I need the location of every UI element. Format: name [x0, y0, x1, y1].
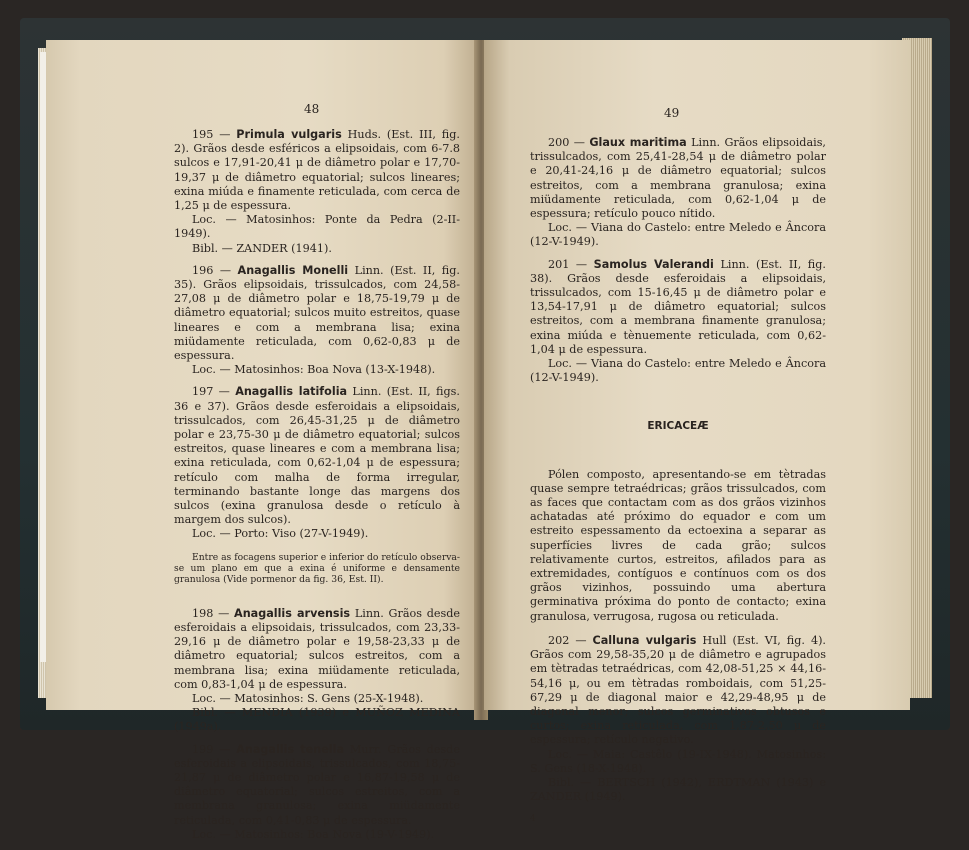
species-name: Anagallis Monelli — [237, 263, 349, 277]
entry-198: 198 — Anagallis arvensis Linn. Grãos desde esferoidais a elipsoidais, trissulcados, com 23,33-29,16 μ de diâmetro polar e 19,58-23,33 μ de diâmetro equatorial; sulcos estreitos, com a membrana lisa; exina miüdamente reticulada, com 0,83-1,04 μ de espessura. Loc. — Matosinhos: S. Gens (25-X-1948). Bibl. — MENDIA (1939) e MUÑOZ MEDINA (1949a). — [174, 606, 461, 734]
entry-number: 198 — [192, 606, 214, 620]
entry-number: 196 — [192, 263, 214, 277]
entry-locality: Loc. — Maia: Castêlo (19-IX-1948). Matosinhos: S. Gens (18-X-1948). — [530, 747, 826, 775]
left-page — [46, 40, 478, 841]
entry-199: 199 — Anagallis tenella Murr. Grãos desde esferoidais a elipsoidais, trissulcados, com 18,75-21,87 μ de diâmetro polar e 16,87-19,58 μ de diâmetro equatorial; sulcos estreitos, com a membrana granulosa; exina miüdamente reticulada, com 0,41-0,83 μ de espessura. Loc. — Matosinhos: Boa Nova (19-V-1949). — [174, 742, 460, 841]
species-name: Primula vulgaris — [236, 128, 342, 141]
entry-195: 195 — Primula vulgaris Huds. (Est. III, fig. 2). Grãos desde esféricos a elipsoidais, com 6-7.8 sulcos e 17,91-20,41 μ de diâmetro polar e 17,70-19,37 μ de diâmetro equatorial; sulcos lineares; exina miúda e finamente reticulada, com cerca de 1,25 μ de espessura. Loc. — Matosinhos: Ponte da Pedra (2-II-1949). Bibl. — ZANDER (1941). — [174, 128, 460, 255]
right-page-text — [530, 136, 826, 827]
entry-number: 199 — [192, 742, 214, 756]
entry-197: 197 — Anagallis latifolia Linn. (Est. II, figs. 36 e 37). Grãos desde esferoidais a elipsoidais, trissulcados, com 26,45-31,25 μ de diâmetro polar e 23,75-30 μ de diâmetro equatorial; sulcos estreitos, quase lineares e com a membrana lisa; exina reticulada, com 0,62-1,04 μ de espessura; retículo com malha de forma irregular, terminando bastante longe das margens dos sulcos (exina granulosa desde o retículo à margem dos sulcos). Loc. — Porto: Viso (27-V-1949). Entre as focagens superior e inferior do retículo observa-se um plano em que a exina é uniforme e densamente granulosa (Vide pormenor da fig. 36, Est. II). — [174, 385, 460, 585]
entry-number: 200 — [548, 136, 570, 149]
entry-bibliography: Bibl. — ZANDER (1941). — [192, 241, 332, 255]
entry-196: 196 — Anagallis Monelli Linn. (Est. II, fig. 35). Grãos elipsoidais, trissulcados, com 24,58-27,08 μ de diâmetro polar e 18,75-19,79 μ de diâmetro equatorial; sulcos muito estreitos, quase lineares e com a membrana lisa; exina miüdamente reticulada, com 0,62-0,83 μ de espessura. Loc. — Matosinhos: Boa Nova (13-X-1948). — [174, 263, 460, 377]
entry-number: 201 — [548, 257, 570, 271]
entry-number: 202 — [548, 633, 570, 647]
entry-bibliography: Bibl. — BERTSCH (1942), ERDTMAN (1943) e ZANDER (1949). — [530, 775, 826, 804]
entry-locality: Loc. — Viana do Castelo: entre Meledo e Âncora (12-V-1949). — [530, 221, 826, 249]
printer-signature: 4 — [530, 814, 536, 825]
entry-202: 202 — Calluna vulgaris Hull (Est. VI, fig. 4). Grãos com 29,58-35,20 μ de diâmetro e agrupados em tètradas tetraédricas, com 42,08-51,25 × 44,16-54,16 μ, ou em tètradas romboidais, com 51,25-67,29 μ de diagonal maior e 42,29-48,95 μ de diagonal menor; sulcos germinativos obtusos e curtos; exina reticulada, com 1,87-2,50 μ de espessura; retículo negativo. Loc. — Maia: Castêlo (19-IX-1948). Matosinhos: S. Gens (18-X-1948). Bibl. — BERTSCH (1942), ERDTMAN (1943) e ZANDER (1949). — [530, 633, 826, 804]
right-page-number: 49 — [664, 106, 680, 120]
species-name: Samolus Valerandi — [593, 257, 714, 271]
species-name: Anagallis tenella — [236, 742, 345, 756]
entry-201: 201 — Samolus Valerandi Linn. (Est. II, fig. 38). Grãos desde esferoidais a elipsoidais, trissulcados, com 15-16,45 μ de diâmetro polar e 13,54-17,91 μ de diâmetro equatorial; sulcos estreitos, com a membrana finamente granulosa; exina miúda e tènuemente reticulada, com 0,62-1,04 μ de espessura. Loc. — Viana do Castelo: entre Meledo e Âncora (12-V-1949). — [530, 257, 826, 385]
entry-bibliography: Bibl. — MENDIA (1939) e MUÑOZ MEDINA (1949a). — [174, 706, 460, 734]
entry-number: 197 — [192, 385, 214, 399]
entry-locality: Loc. — Matosinhos: Ponte da Pedra (2-II-1949). — [174, 213, 460, 241]
entry-locality: Loc. — Matosinhos: Boa Nova (19-V-1949). — [192, 827, 435, 841]
entry-locality: Loc. — Viana do Castelo: entre Meledo e Âncora (12-V-1949). — [530, 357, 826, 385]
entry-number: 195 — [192, 128, 214, 141]
section-heading-ericaceae: ERICACEÆ — [647, 420, 709, 433]
entry-description: Hull (Est. VI, fig. 4). Grãos com 29,58-35,20 μ de diâmetro e agrupados em tètradas tetraédricas, com 42,08-51,25 × 44,16-54,16 μ, ou em tètradas romboidais, com 51,25-67,29 μ de diagonal maior e 42,29-48,95 μ de diagonal menor; sulcos germinativos obtusos e curtos; exina reticulada, com 1,87-2,50 μ de espessura; retículo negativo. — [530, 633, 826, 747]
entry-200: 200 — Glaux maritima Linn. Grãos elipsoidais, trissulcados, com 25,41-28,54 μ de diâmetro polar e 20,41-24,16 μ de diâmetro equatorial; sulcos estreitos, com a membrana granulosa; exina miüdamente reticulada, com 0,62-1,04 μ de espessura; retículo pouco nítido. Loc. — Viana do Castelo: entre Meledo e Âncora (12-V-1949). — [530, 136, 826, 249]
entry-footnote: Entre as focagens superior e inferior do retículo observa-se um plano em que a exina é uniforme e densamente granulosa (Vide pormenor da fig. 36, Est. II). — [174, 551, 460, 585]
entry-description: Linn. (Est. II, fig. 35). Grãos elipsoidais, trissulcados, com 24,58-27,08 μ de diâmetro polar e 18,75-19,79 μ de diâmetro equatorial; sulcos muito estreitos, quase lineares e com a membrana lisa; exina miüdamente reticulada, com 0,62-0,83 μ de espessura. — [174, 263, 460, 363]
entry-description: Murr. Grãos desde esferoidais a elipsoidais, trissulcados, com 18,75-21,87 μ de diâmetro polar e 16,87-19,58 μ de diâmetro equatorial; sulcos estreitos, com a membrana granulosa; exina miüdamente reticulada, com 0,41-0,83 μ de espessura. — [174, 742, 460, 827]
entry-description: Linn. Grãos desde esferoidais a elipsoidais, trissulcados, com 23,33-29,16 μ de diâmetro polar e 19,58-23,33 μ de diâmetro equatorial; sulcos estreitos, com a membrana lisa; exina miüdamente reticulada, com 0,83-1,04 μ de espessura. — [174, 606, 461, 691]
entry-locality: Loc. — Porto: Viso (27-V-1949). — [192, 527, 369, 541]
left-page-text — [174, 128, 460, 850]
right-page — [484, 40, 910, 825]
left-page-number: 48 — [304, 102, 320, 116]
entry-locality: Loc. — Matosinhos: Boa Nova (13-X-1948). — [192, 363, 436, 377]
entry-description: Linn. Grãos elipsoidais, trissulcados, com 25,41-28,54 μ de diâmetro polar e 20,41-24,16 μ de diâmetro equatorial; sulcos estreitos, com a membrana granulosa; exina miüdamente reticulada, com 0,62-1,04 μ de espessura; retículo pouco nítido. — [530, 136, 826, 221]
species-name: Anagallis arvensis — [234, 606, 351, 620]
entry-description: Linn. (Est. II, fig. 38). Grãos desde esferoidais a elipsoidais, trissulcados, com 15-16,45 μ de diâmetro polar e 13,54-17,91 μ de diâmetro equatorial; sulcos estreitos, com a membrana finamente granulosa; exina miúda e tènuemente reticulada, com 0,62-1,04 μ de espessura. — [530, 257, 826, 356]
entry-description: Linn. (Est. II, figs. 36 e 37). Grãos desde esferoidais a elipsoidais, trissulcados, com 26,45-31,25 μ de diâmetro polar e 23,75-30 μ de diâmetro equatorial; sulcos estreitos, quase lineares e com a membrana lisa; exina reticulada, com 0,62-1,04 μ de espessura; retículo com malha de forma irregular, terminando bastante longe das margens dos sulcos (exina granulosa desde o retículo à margem dos sulcos). — [174, 385, 460, 527]
section-intro: Pólen composto, apresentando-se em tètradas quase sempre tetraédricas; grãos trissulcados, com as faces que contactam com as dos grãos vizinhos achatadas até próximo do equador e com um estreito espessamento da ectoexina a separar as superfícies livres de cada grão; sulcos relativamente curtos, estreitos, afilados para as extremidades, contíguos e contínuos com os dos grãos vizinhos, possuindo uma abertura germinativa próxima do ponto de contacto; exina granulosa, verrugosa, rugosa ou reticulada. — [530, 467, 826, 623]
species-name: Calluna vulgaris — [592, 633, 697, 647]
entry-description: Huds. (Est. III, fig. 2). Grãos desde esféricos a elipsoidais, com 6-7.8 sulcos e 17,91-20,41 μ de diâmetro polar e 17,70-19,37 μ de diâmetro equatorial; sulcos lineares; exina miúda e finamente reticulada, com cerca de 1,25 μ de espessura. — [174, 128, 460, 213]
species-name: Anagallis latifolia — [235, 385, 348, 399]
species-name: Glaux maritima — [589, 136, 687, 149]
entry-locality: Loc. — Matosinhos: S. Gens (25-X-1948). — [192, 691, 424, 705]
